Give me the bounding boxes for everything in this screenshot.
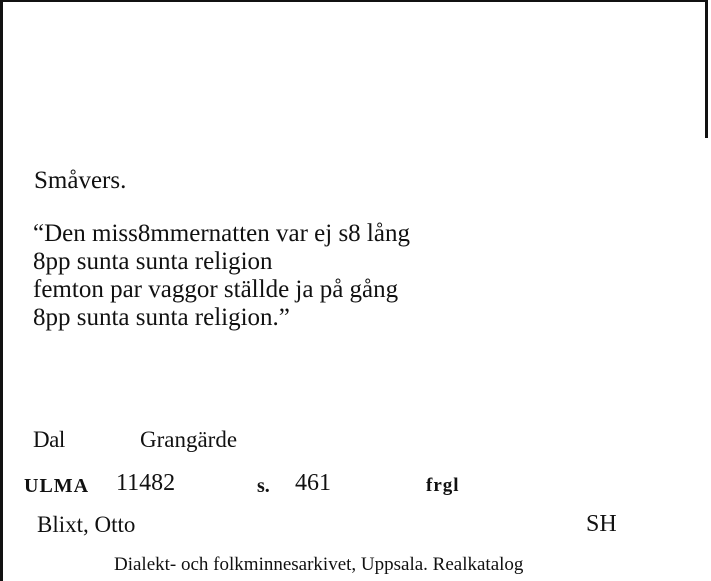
card-left-border (0, 0, 3, 581)
parish-label: Grangärde (140, 427, 238, 452)
informant-name: Blixt, Otto (37, 512, 136, 537)
poem-text (33, 220, 410, 332)
category-code: frgl (426, 475, 460, 496)
archive-code: ULMA (24, 475, 90, 497)
poem-line: femton par vaggor ställde ja på gång (33, 276, 399, 303)
card-top-border (0, 0, 705, 2)
poem-line: 8pp sunta sunta religion.” (33, 304, 290, 331)
page-number: 461 (295, 470, 331, 496)
province-label: Dal (33, 427, 65, 452)
card-title: Småvers. (34, 167, 127, 194)
card-footer: Dialekt- och folkminnesarkivet, Uppsala. Realkatalog (114, 554, 524, 575)
poem-line: “Den miss8mmernatten var ej s8 lång (33, 220, 410, 247)
collector-initials: SH (586, 511, 617, 537)
card-right-border (705, 0, 708, 138)
archive-number: 11482 (116, 470, 176, 496)
page-prefix: s. (257, 475, 270, 497)
poem-line: 8pp sunta sunta religion (33, 248, 273, 275)
